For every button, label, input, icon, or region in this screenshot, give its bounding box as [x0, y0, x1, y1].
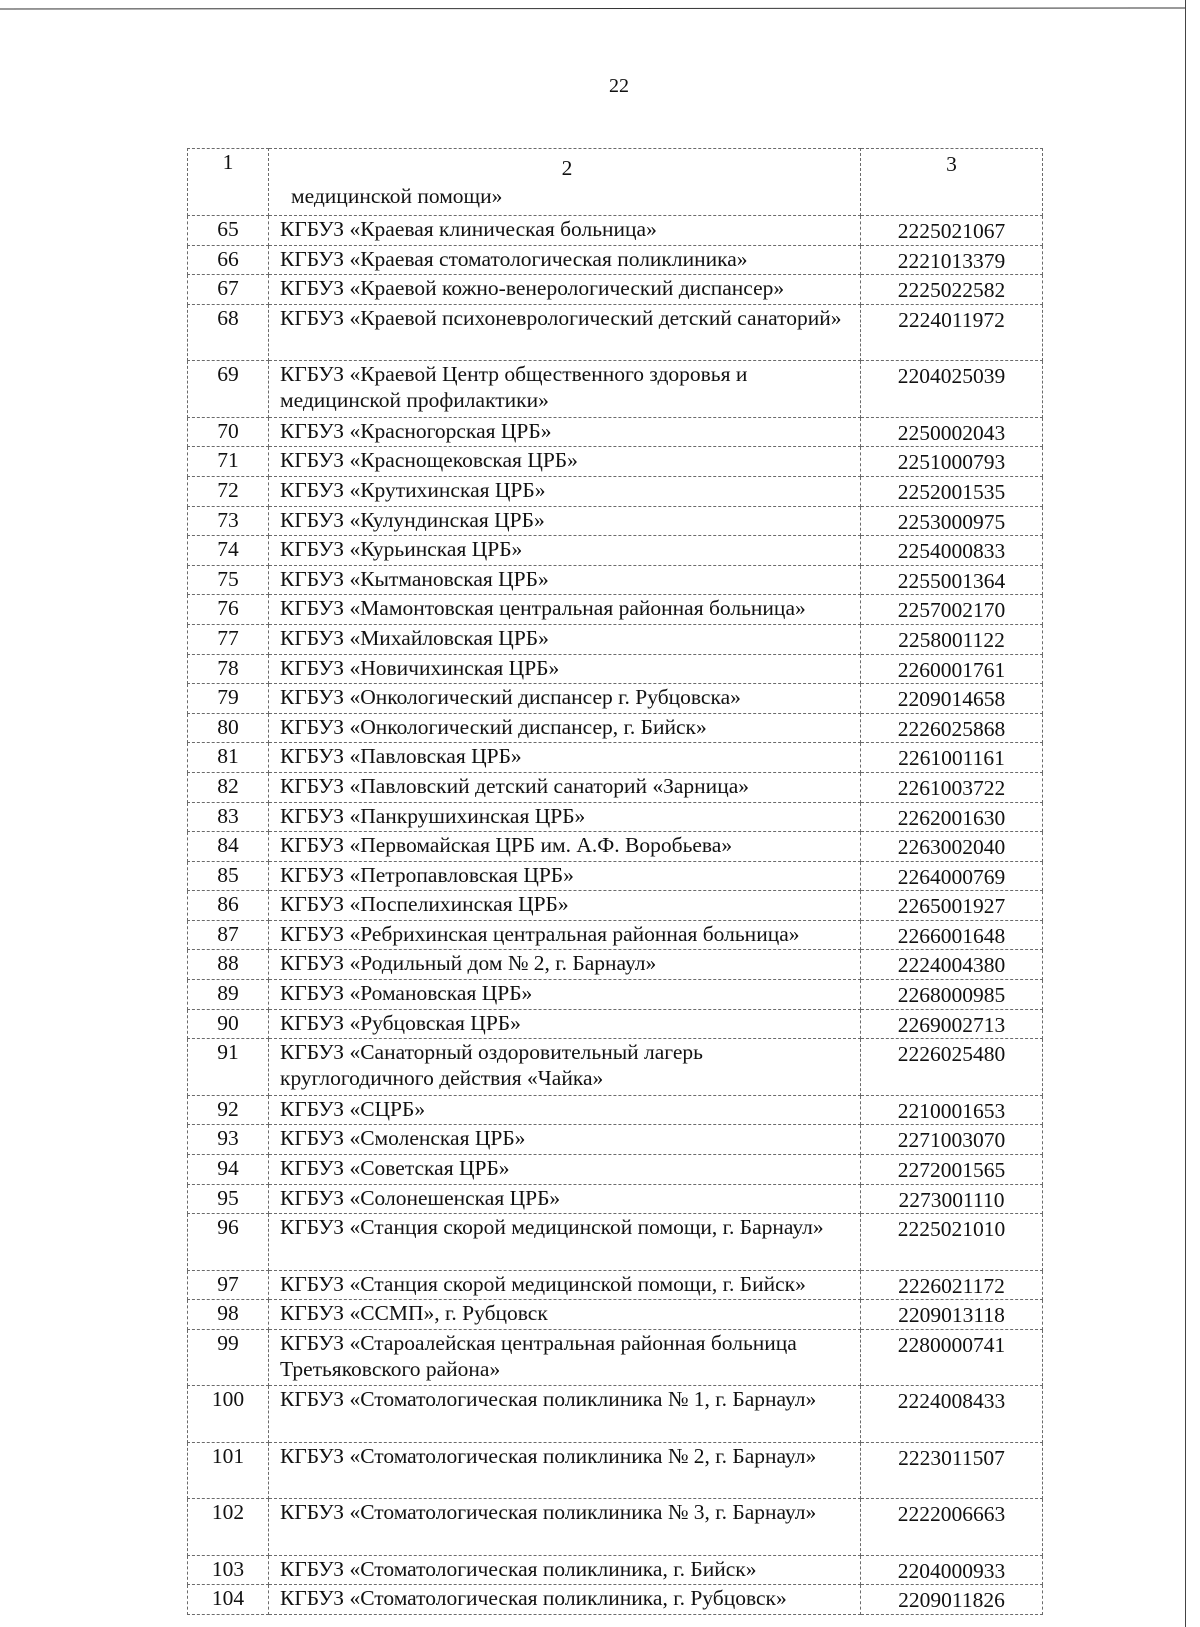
inn-code: 2269002713: [861, 1009, 1043, 1039]
row-number: 71: [188, 447, 269, 477]
organization-name: КГБУЗ «Стоматологическая поликлиника, г. Рубцовск»: [269, 1585, 861, 1615]
inn-code: 2226025868: [861, 713, 1043, 743]
row-number: 82: [188, 772, 269, 802]
table-row: [188, 245, 1043, 275]
organization-name: КГБУЗ «Станция скорой медицинской помощи, г. Барнаул»: [269, 1214, 861, 1271]
row-number: 99: [188, 1329, 269, 1386]
organization-name: КГБУЗ «Мамонтовская центральная районная больница»: [269, 595, 861, 625]
row-number: 81: [188, 743, 269, 773]
table-row: [188, 980, 1043, 1010]
row-number: 87: [188, 920, 269, 950]
inn-code: 2204025039: [861, 361, 1043, 418]
table-row: [188, 1039, 1043, 1096]
row-number: 83: [188, 802, 269, 832]
table-row: [188, 861, 1043, 891]
inn-code: 2255001364: [861, 565, 1043, 595]
inn-code: 2254000833: [861, 536, 1043, 566]
inn-code: 2262001630: [861, 802, 1043, 832]
table-row: [188, 743, 1043, 773]
inn-code: 2204000933: [861, 1555, 1043, 1585]
table-row: [188, 624, 1043, 654]
table-row: [188, 1125, 1043, 1155]
table-row: [188, 1184, 1043, 1214]
row-number: 95: [188, 1184, 269, 1214]
row-number: 89: [188, 980, 269, 1010]
table-row: [188, 1386, 1043, 1443]
organization-name: КГБУЗ «Павловская ЦРБ»: [269, 743, 861, 773]
table-row: [188, 832, 1043, 862]
inn-code: 2209014658: [861, 684, 1043, 714]
inn-code: 2209011826: [861, 1585, 1043, 1615]
table-row: [188, 802, 1043, 832]
row-number: 101: [188, 1442, 269, 1499]
inn-code: 2252001535: [861, 476, 1043, 506]
inn-code: 2273001110: [861, 1184, 1043, 1214]
organization-name: КГБУЗ «Солонешенская ЦРБ»: [269, 1184, 861, 1214]
organizations-table: [187, 148, 1043, 1615]
table-row: [188, 476, 1043, 506]
organization-name: КГБУЗ «Онкологический диспансер, г. Бийск»: [269, 713, 861, 743]
inn-code: 2221013379: [861, 245, 1043, 275]
row-number: 80: [188, 713, 269, 743]
inn-code: 2210001653: [861, 1095, 1043, 1125]
table-row: [188, 417, 1043, 447]
table-row: [188, 684, 1043, 714]
table-row: [188, 1095, 1043, 1125]
table-row: [188, 447, 1043, 477]
inn-code: 2280000741: [861, 1329, 1043, 1386]
inn-code: 2226021172: [861, 1270, 1043, 1300]
row-number: 65: [188, 216, 269, 246]
row-number: 70: [188, 417, 269, 447]
organization-name: КГБУЗ «Краевой кожно-венерологический диспансер»: [269, 275, 861, 305]
row-number: 93: [188, 1125, 269, 1155]
organization-name: КГБУЗ «Крутихинская ЦРБ»: [269, 476, 861, 506]
organization-name: КГБУЗ «Красногорская ЦРБ»: [269, 417, 861, 447]
inn-code: 2268000985: [861, 980, 1043, 1010]
inn-code: 2265001927: [861, 891, 1043, 921]
row-number: 94: [188, 1154, 269, 1184]
inn-code: 2272001565: [861, 1154, 1043, 1184]
row-number: 104: [188, 1585, 269, 1615]
table-row: [188, 1214, 1043, 1271]
table-row: [188, 1300, 1043, 1330]
inn-code: 2222006663: [861, 1499, 1043, 1556]
inn-code: 2261001161: [861, 743, 1043, 773]
table-row: [188, 1329, 1043, 1386]
row-number: 73: [188, 506, 269, 536]
organization-name: КГБУЗ «Курьинская ЦРБ»: [269, 536, 861, 566]
row-number: 103: [188, 1555, 269, 1585]
table-row: [188, 713, 1043, 743]
row-number: 74: [188, 536, 269, 566]
table-row: [188, 654, 1043, 684]
inn-code: 2223011507: [861, 1442, 1043, 1499]
column-header-2: [269, 149, 861, 216]
inn-code: 2225022582: [861, 275, 1043, 305]
organization-name: КГБУЗ «Родильный дом № 2, г. Барнаул»: [269, 950, 861, 980]
inn-code: 2261003722: [861, 772, 1043, 802]
organization-name: КГБУЗ «Стоматологическая поликлиника № 3, г. Барнаул»: [269, 1499, 861, 1556]
table-row: [188, 1499, 1043, 1556]
organization-name: КГБУЗ «Кулундинская ЦРБ»: [269, 506, 861, 536]
table-row: [188, 1585, 1043, 1615]
table-row: [188, 565, 1043, 595]
row-number: 97: [188, 1270, 269, 1300]
table-row: [188, 1154, 1043, 1184]
organization-name: КГБУЗ «Первомайская ЦРБ им. А.Ф. Воробьева»: [269, 832, 861, 862]
row-number: 79: [188, 684, 269, 714]
organization-name: КГБУЗ «Краевая стоматологическая поликлиника»: [269, 245, 861, 275]
row-number: 86: [188, 891, 269, 921]
organization-name: КГБУЗ «Краевой психоневрологический детский санаторий»: [269, 304, 861, 361]
inn-code: 2225021010: [861, 1214, 1043, 1271]
organization-name: КГБУЗ «Стоматологическая поликлиника № 1, г. Барнаул»: [269, 1386, 861, 1443]
organization-name: КГБУЗ «Кытмановская ЦРБ»: [269, 565, 861, 595]
table-row: [188, 275, 1043, 305]
row-number: 98: [188, 1300, 269, 1330]
organization-name: КГБУЗ «Павловский детский санаторий «Зарница»: [269, 772, 861, 802]
organization-name: КГБУЗ «Стоматологическая поликлиника, г. Бийск»: [269, 1555, 861, 1585]
table-row: [188, 1270, 1043, 1300]
organization-name: КГБУЗ «ССМП», г. Рубцовск: [269, 1300, 861, 1330]
inn-code: 2271003070: [861, 1125, 1043, 1155]
page-number: 22: [609, 75, 629, 97]
organization-name: КГБУЗ «Санаторный оздоровительный лагерь круглогодичного действия «Чайка»: [269, 1039, 861, 1096]
row-number: 67: [188, 275, 269, 305]
inn-code: 2260001761: [861, 654, 1043, 684]
organization-name: КГБУЗ «Михайловская ЦРБ»: [269, 624, 861, 654]
row-number: 69: [188, 361, 269, 418]
inn-code: 2224004380: [861, 950, 1043, 980]
organization-name: КГБУЗ «Краевой Центр общественного здоровья и медицинской профилактики»: [269, 361, 861, 418]
inn-code: 2251000793: [861, 447, 1043, 477]
table-row: [188, 1555, 1043, 1585]
organization-name: КГБУЗ «Староалейская центральная районная больница Третьяковского района»: [269, 1329, 861, 1386]
organization-name: КГБУЗ «Советская ЦРБ»: [269, 1154, 861, 1184]
organization-name: КГБУЗ «Петропавловская ЦРБ»: [269, 861, 861, 891]
table-row: [188, 950, 1043, 980]
inn-code: 2224008433: [861, 1386, 1043, 1443]
organization-name: КГБУЗ «Станция скорой медицинской помощи, г. Бийск»: [269, 1270, 861, 1300]
continued-text: медицинской помощи»: [291, 184, 503, 208]
table-row: [188, 772, 1043, 802]
column-header-1: 1: [188, 149, 269, 216]
table-row: [188, 891, 1043, 921]
row-number: 96: [188, 1214, 269, 1271]
organization-name: КГБУЗ «Смоленская ЦРБ»: [269, 1125, 861, 1155]
organization-name: КГБУЗ «Поспелихинская ЦРБ»: [269, 891, 861, 921]
column-header-2-label: 2: [561, 156, 573, 180]
organization-name: КГБУЗ «Онкологический диспансер г. Рубцовска»: [269, 684, 861, 714]
scan-edge-right: [1185, 0, 1186, 1627]
table-row: [188, 216, 1043, 246]
organization-name: КГБУЗ «Панкрушихинская ЦРБ»: [269, 802, 861, 832]
row-number: 91: [188, 1039, 269, 1096]
table-row: [188, 1009, 1043, 1039]
inn-code: 2250002043: [861, 417, 1043, 447]
table-row: [188, 1442, 1043, 1499]
organization-name: КГБУЗ «Стоматологическая поликлиника № 2, г. Барнаул»: [269, 1442, 861, 1499]
row-number: 72: [188, 476, 269, 506]
organization-name: КГБУЗ «Ребрихинская центральная районная больница»: [269, 920, 861, 950]
scan-edge-top: [0, 7, 1185, 9]
organization-name: КГБУЗ «Рубцовская ЦРБ»: [269, 1009, 861, 1039]
inn-code: 2253000975: [861, 506, 1043, 536]
inn-code: 2209013118: [861, 1300, 1043, 1330]
inn-code: 2224011972: [861, 304, 1043, 361]
table-header-row: [188, 149, 1043, 216]
inn-code: 2258001122: [861, 624, 1043, 654]
row-number: 75: [188, 565, 269, 595]
table-row: [188, 506, 1043, 536]
organization-name: КГБУЗ «Романовская ЦРБ»: [269, 980, 861, 1010]
organization-name: КГБУЗ «Новичихинская ЦРБ»: [269, 654, 861, 684]
row-number: 102: [188, 1499, 269, 1556]
table-row: [188, 920, 1043, 950]
organization-name: КГБУЗ «Краевая клиническая больница»: [269, 216, 861, 246]
row-number: 66: [188, 245, 269, 275]
organization-name: КГБУЗ «Краснощековская ЦРБ»: [269, 447, 861, 477]
row-number: 85: [188, 861, 269, 891]
inn-code: 2257002170: [861, 595, 1043, 625]
table-row: [188, 361, 1043, 418]
row-number: 90: [188, 1009, 269, 1039]
row-number: 84: [188, 832, 269, 862]
organization-name: КГБУЗ «СЦРБ»: [269, 1095, 861, 1125]
row-number: 100: [188, 1386, 269, 1443]
row-number: 77: [188, 624, 269, 654]
table-row: [188, 304, 1043, 361]
row-number: 88: [188, 950, 269, 980]
column-header-3: 3: [861, 149, 1043, 216]
table-row: [188, 595, 1043, 625]
inn-code: 2266001648: [861, 920, 1043, 950]
row-number: 68: [188, 304, 269, 361]
table-row: [188, 536, 1043, 566]
row-number: 78: [188, 654, 269, 684]
inn-code: 2226025480: [861, 1039, 1043, 1096]
row-number: 76: [188, 595, 269, 625]
row-number: 92: [188, 1095, 269, 1125]
inn-code: 2225021067: [861, 216, 1043, 246]
inn-code: 2263002040: [861, 832, 1043, 862]
inn-code: 2264000769: [861, 861, 1043, 891]
